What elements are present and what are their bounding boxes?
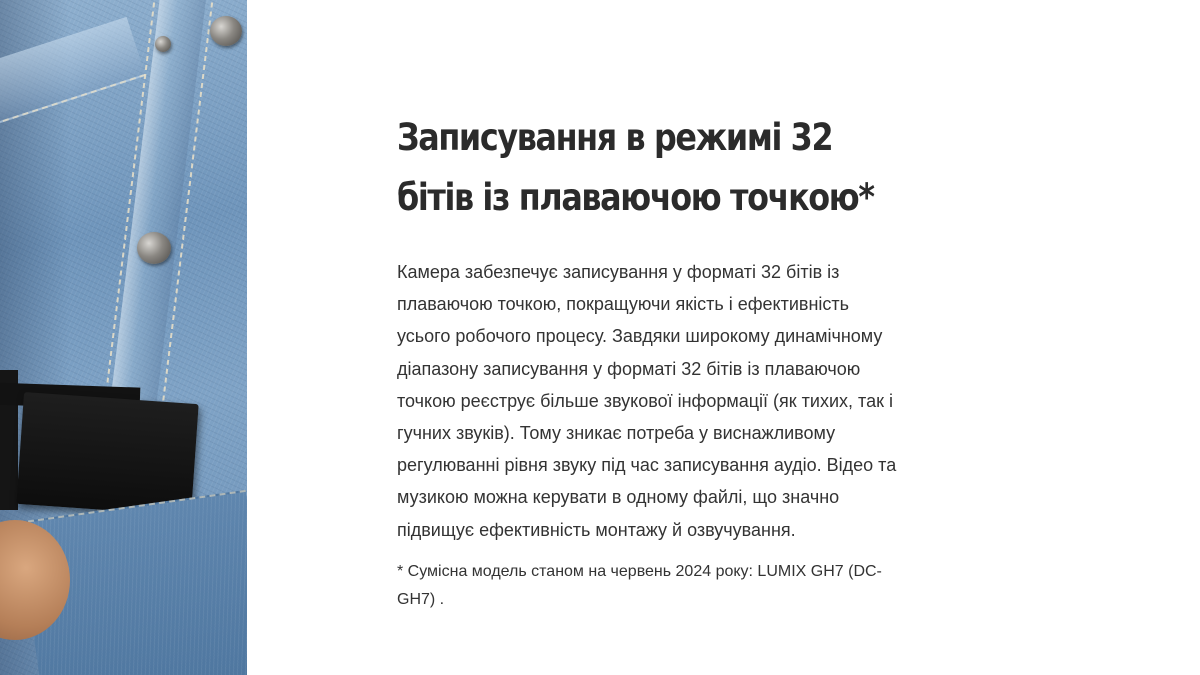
section-body: Камера забезпечує записування у форматі 32 бітів із плаваючою точкою, покращуючи якість і ефективність усього робочого процесу. Завдяки широкому динамічному діапазону записування у форматі 32 бітів із плаваючою точкою реєструє більше звукової інформації (як тихих, так і гучних звуків). Тому зникає потреба у виснажливому регулюванні рівня звуку під час записування аудіо. Відео та музикою можна керувати в одному файлі, що значно підвищує ефективність монтажу й озвучування. <box>397 262 897 540</box>
jacket-button <box>155 36 171 52</box>
denim-jacket-camera-photo <box>0 0 247 675</box>
text-column <box>397 108 917 614</box>
jacket-button <box>210 16 242 46</box>
section-footnote: * Сумісна модель станом на червень 2024 року: LUMIX GH7 (DC-GH7) . <box>397 562 882 608</box>
jacket-button <box>137 232 171 264</box>
section-title: Записування в режимі 32 бітів із плаваючою точкою* <box>397 116 874 219</box>
camera-screen <box>16 392 198 516</box>
